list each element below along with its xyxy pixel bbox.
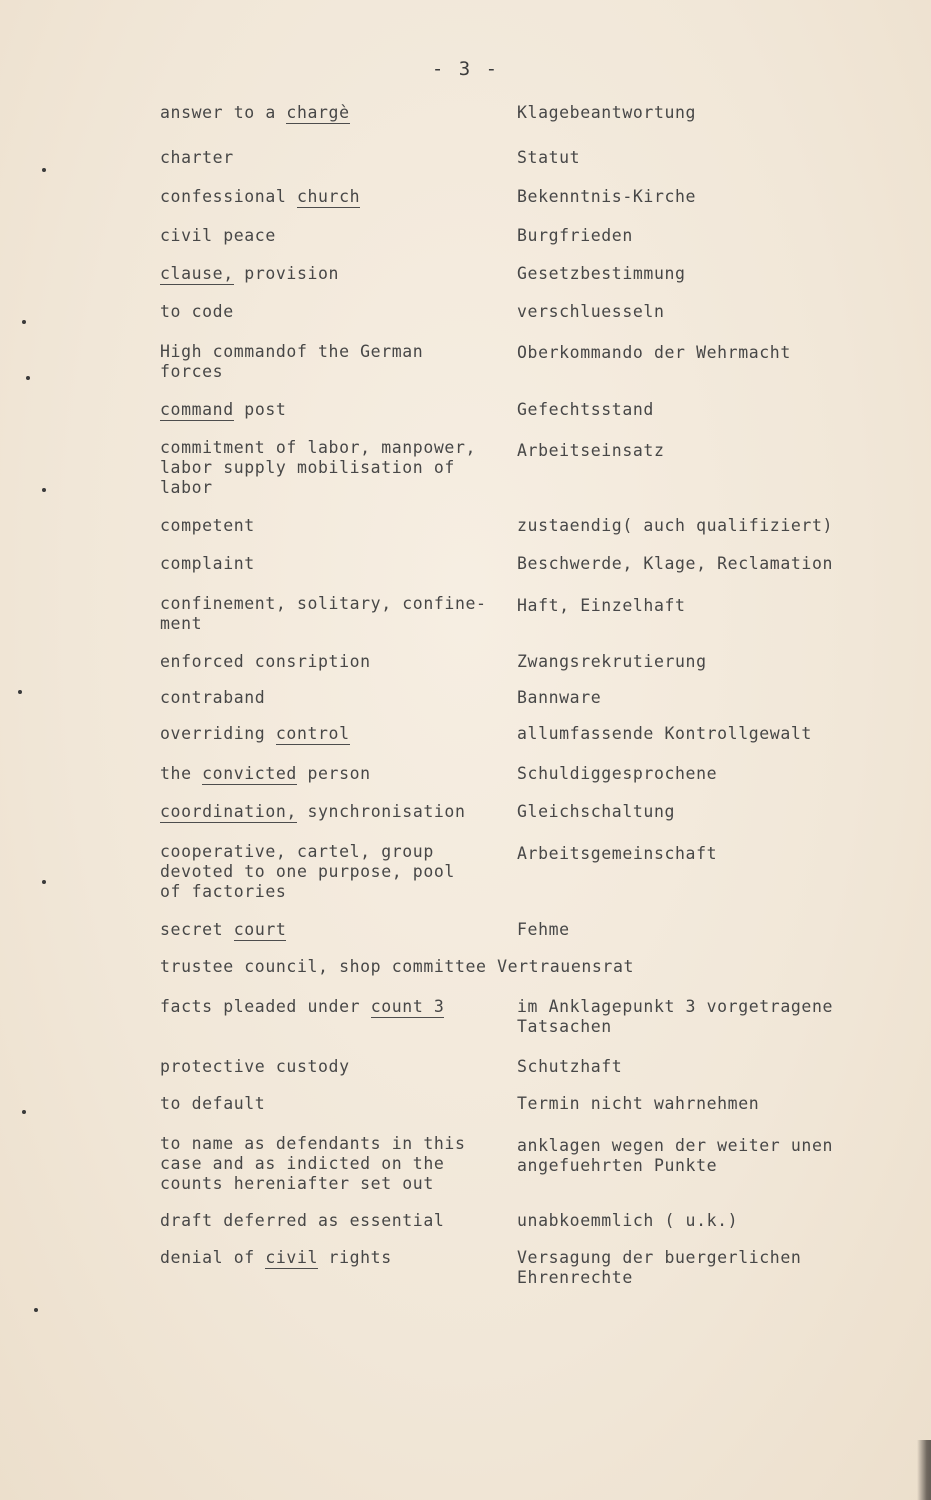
term-german: Burgfrieden xyxy=(517,226,633,245)
term-english xyxy=(160,302,510,322)
term-german: Schuldiggesprochene xyxy=(517,764,718,783)
term-german: zustaendig( auch qualifiziert) xyxy=(517,516,834,535)
term-text: the xyxy=(160,764,203,783)
term-text: to code xyxy=(160,302,234,321)
term-german: Zwangsrekrutierung xyxy=(517,652,707,671)
term-text: person xyxy=(296,764,371,783)
term-german: Arbeitsgemeinschaft xyxy=(517,844,718,863)
page-number: - 3 - xyxy=(431,58,500,80)
term-german: im Anklagepunkt 3 vorgetragene Tatsachen xyxy=(517,997,834,1036)
term-german: Termin nicht wahrnehmen xyxy=(517,1094,760,1113)
term-german: Gefechtsstand xyxy=(517,400,654,419)
term-english xyxy=(160,594,520,634)
margin-mark xyxy=(42,880,46,884)
term-english xyxy=(160,103,510,123)
term-english xyxy=(160,342,510,382)
underlined-word: count 3 xyxy=(370,997,445,1016)
underlined-word: court xyxy=(233,920,287,939)
term-english xyxy=(160,400,510,420)
term-text: confessional xyxy=(160,187,297,206)
margin-mark xyxy=(42,488,46,492)
term-english xyxy=(160,724,510,744)
term-german: Bannware xyxy=(517,688,602,707)
term-text: commitment of labor, manpower, labor supply mobilisation of labor xyxy=(160,438,477,497)
term-english xyxy=(160,554,510,574)
term-german: allumfassende Kontrollgewalt xyxy=(517,724,812,743)
term-text: High commandof the German forces xyxy=(160,342,424,381)
term-english xyxy=(160,997,510,1017)
term-english xyxy=(160,1248,510,1268)
term-text: protective custody xyxy=(160,1057,350,1076)
term-german: Fehme xyxy=(517,920,570,939)
term-german: Statut xyxy=(517,148,581,167)
term-text: confinement, solitary, confine- ment xyxy=(160,594,487,633)
term-english xyxy=(160,1057,510,1077)
term-english xyxy=(160,920,510,940)
term-english xyxy=(160,957,700,977)
page-edge-shadow xyxy=(917,1440,931,1500)
underlined-word: chargè xyxy=(286,103,350,122)
term-text: complaint xyxy=(160,554,255,573)
margin-mark xyxy=(26,376,30,380)
term-english xyxy=(160,802,520,822)
term-german: Haft, Einzelhaft xyxy=(517,596,686,615)
term-text: provision xyxy=(233,264,340,283)
term-german: anklagen wegen der weiter unen angefuehrten Punkte xyxy=(517,1136,834,1175)
underlined-word: convicted xyxy=(202,764,297,783)
term-english xyxy=(160,1094,510,1114)
underlined-word: civil xyxy=(265,1248,319,1267)
term-english xyxy=(160,842,510,902)
term-text: enforced consription xyxy=(160,652,371,671)
term-text: trustee council, shop committee Vertrauensrat xyxy=(160,957,635,976)
term-text: answer to a xyxy=(160,103,287,122)
term-english xyxy=(160,148,510,168)
term-text: contraband xyxy=(160,688,266,707)
margin-mark xyxy=(18,690,22,694)
term-german: Gesetzbestimmung xyxy=(517,264,686,283)
margin-mark xyxy=(34,1308,38,1312)
term-german: Oberkommando der Wehrmacht xyxy=(517,343,791,362)
term-text: to name as defendants in this case and as indicted on the counts hereniafter set out xyxy=(160,1134,466,1193)
term-text: facts pleaded under xyxy=(160,997,371,1016)
term-text: charter xyxy=(160,148,234,167)
term-text: draft deferred as essential xyxy=(160,1211,445,1230)
term-text: synchronisation xyxy=(296,802,466,821)
term-english xyxy=(160,1211,510,1231)
term-text: competent xyxy=(160,516,255,535)
term-text: secret xyxy=(160,920,234,939)
term-text: rights xyxy=(318,1248,392,1267)
margin-mark xyxy=(22,1110,26,1114)
term-german: Schutzhaft xyxy=(517,1057,623,1076)
term-german: Versagung der buergerlichen Ehrenrechte xyxy=(517,1248,802,1287)
term-german: Bekenntnis-Kirche xyxy=(517,187,697,206)
term-english xyxy=(160,652,510,672)
underlined-word: command xyxy=(160,400,234,419)
term-english xyxy=(160,764,510,784)
margin-mark xyxy=(22,320,26,324)
term-text: cooperative, cartel, group devoted to one purpose, pool of factories xyxy=(160,842,455,901)
underlined-word: control xyxy=(275,724,350,743)
underlined-word: clause, xyxy=(160,264,234,283)
term-german: Beschwerde, Klage, Reclamation xyxy=(517,554,834,573)
term-text: denial of xyxy=(160,1248,266,1267)
term-english xyxy=(160,226,510,246)
term-text: overriding xyxy=(160,724,276,743)
term-english xyxy=(160,1134,510,1194)
term-german: verschluesseln xyxy=(517,302,665,321)
underlined-word: church xyxy=(296,187,361,206)
term-text: civil peace xyxy=(160,226,276,245)
term-german: Arbeitseinsatz xyxy=(517,441,665,460)
term-german: Klagebeantwortung xyxy=(517,103,697,122)
margin-mark xyxy=(42,168,46,172)
term-english xyxy=(160,438,520,498)
term-english xyxy=(160,187,510,207)
term-german: Gleichschaltung xyxy=(517,802,676,821)
term-german: unabkoemmlich ( u.k.) xyxy=(517,1211,739,1230)
term-english xyxy=(160,516,510,536)
underlined-word: coordination, xyxy=(160,802,297,821)
term-english xyxy=(160,688,510,708)
term-english xyxy=(160,264,510,284)
term-text: post xyxy=(233,400,287,419)
term-text: to default xyxy=(160,1094,266,1113)
